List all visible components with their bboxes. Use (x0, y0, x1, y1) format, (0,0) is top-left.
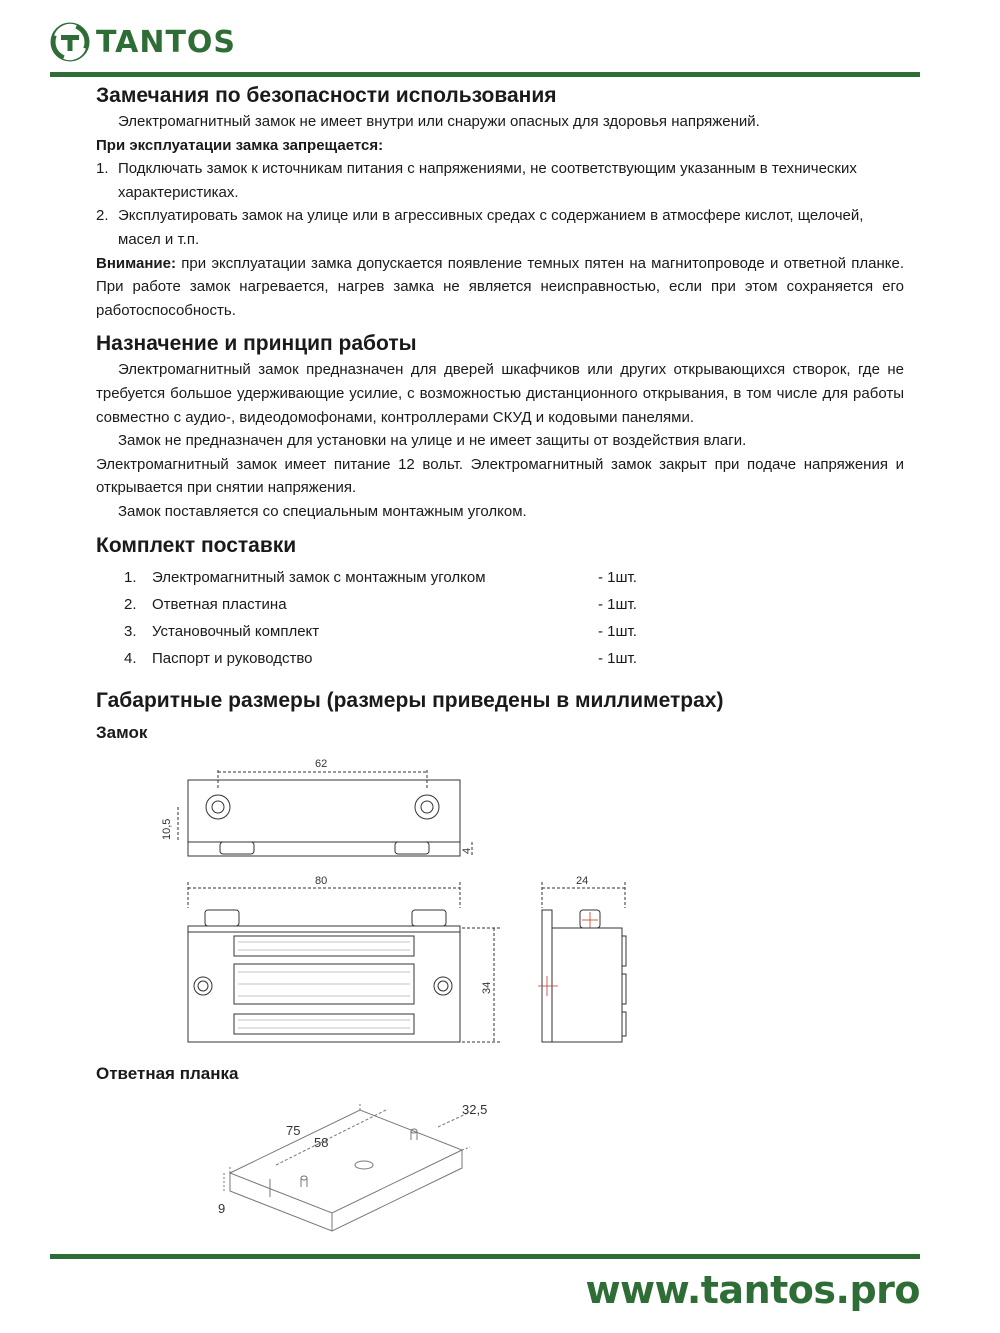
kit-item: 3. Установочный комплект - 1шт. (124, 623, 637, 641)
purpose-paragraph: Электромагнитный замок имеет питание 12 вольт. Электромагнитный замок закрыт при подаче напряжения и открывается при снятии напряжения. (96, 455, 904, 497)
tantos-logo-icon (50, 22, 90, 62)
dim-hole-spacing: 62 (315, 758, 328, 770)
dim-plate-width: 32,5 (462, 1102, 488, 1117)
dim-length: 80 (315, 875, 328, 887)
safety-intro: Электромагнитный замок не имеет внутри или снаружи опасных для здоровья напряжений. (118, 113, 760, 130)
brand-logo (50, 20, 236, 64)
kit-title: Комплект поставки (96, 533, 297, 557)
purpose-paragraph: Замок не предназначен для установки на улице и не имеет защиты от воздействия влаги. (118, 432, 747, 450)
lock-subtitle: Замок (96, 722, 148, 742)
list-item: 2. Эксплуатировать замок на улице или в агрессивных средах с содержанием в атмосфере кислот, щелочей, масел и т.п. (96, 207, 864, 248)
lock-drawing (150, 750, 650, 1050)
dimensions-title: Габаритные размеры (размеры приведены в миллиметрах) (96, 688, 724, 712)
kit-item: 2. Ответная пластина - 1шт. (124, 595, 637, 613)
footer-divider (50, 1254, 920, 1259)
safety-title: Замечания по безопасности использования (96, 84, 557, 107)
dim-height: 34 (481, 981, 493, 994)
document-body (96, 82, 904, 745)
purpose-paragraph: Электромагнитный замок предназначен для дверей шкафчиков или других открывающихся створок, где не требуется большое удерживающие усилие, с возможностью дистанционного открывания, в том числе для работы совместно с аудио-, видеодомофонами, контроллерами СКУД и кодовыми панелями. (96, 361, 904, 426)
plate-drawing (200, 1095, 520, 1235)
attention-note: Внимание: при эксплуатации замка допускается появление темных пятен на магнитопроводе и ответной планке. При работе замок нагревается, нагрев замка не является неисправностью, если при этом сохраняется его работоспособность. (96, 254, 904, 319)
kit-list (96, 564, 904, 673)
purpose-title: Назначение и принцип работы (96, 332, 417, 356)
website-link[interactable]: www.tantos.pro (585, 1268, 920, 1312)
dim-plate-inner: 58 (314, 1135, 329, 1150)
lock-side-view (552, 928, 622, 1042)
dim-top-height: 10,5 (161, 818, 173, 840)
kit-item: 4. Паспорт и руководство - 1шт. (124, 650, 637, 668)
list-item: 1. Подключать замок к источникам питания с напряжениями, не соответствующим указанным в технических характеристиках. (96, 160, 857, 201)
forbidden-title: При эксплуатации замка запрещается: (96, 136, 384, 154)
dim-plate-thickness: 9 (218, 1201, 226, 1216)
forbidden-list (96, 157, 904, 251)
brand-name: TANTOS (96, 24, 237, 60)
dim-bracket: 4 (461, 847, 473, 854)
lock-front-view (188, 932, 460, 1042)
dim-plate-length: 75 (286, 1123, 301, 1138)
kit-item: 1. Электромагнитный замок с монтажным уголком - 1шт. (124, 568, 637, 586)
plate-top-face (230, 1110, 462, 1213)
header-divider (50, 72, 920, 77)
purpose-paragraph: Замок поставляется со специальным монтажным уголком. (118, 502, 527, 520)
attention-label: Внимание: (96, 254, 176, 272)
lock-top-view (188, 780, 460, 856)
dim-depth: 24 (576, 875, 589, 887)
plate-subtitle: Ответная планка (96, 1064, 239, 1083)
lock-bracket (188, 926, 460, 932)
